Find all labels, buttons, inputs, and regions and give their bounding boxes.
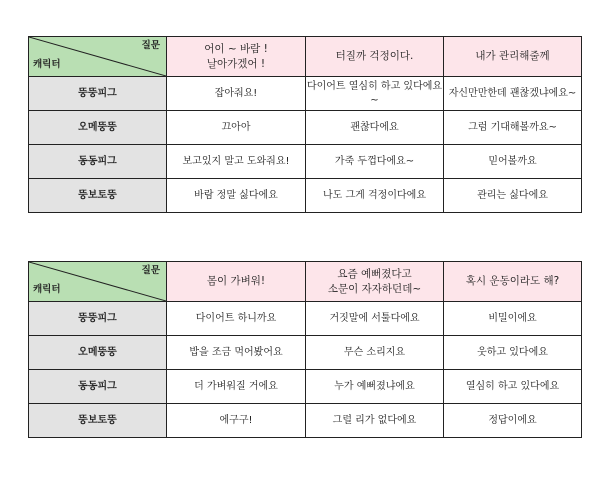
- character-row: [29, 404, 582, 438]
- answer-cell: 비밀이에요: [444, 302, 582, 336]
- answer-cell: 정답이에요: [444, 404, 582, 438]
- header-row: [29, 37, 582, 77]
- answer-cell: 거짓말에 서툴다에요: [306, 302, 444, 336]
- answer-cell: 다이어트 하니까요: [167, 302, 306, 336]
- character-row: [29, 111, 582, 145]
- answer-cell: 무슨 소리지요: [306, 336, 444, 370]
- answer-cell: 괜찮다에요: [306, 111, 444, 145]
- character-row: [29, 77, 582, 111]
- answer-cell: 웃하고 있다에요: [444, 336, 582, 370]
- character-name: 뚱뚱피그: [29, 302, 167, 336]
- answer-cell: 보고있지 말고 도와줘요!: [167, 145, 306, 179]
- question-line: 터질까 걱정이다.: [335, 50, 414, 63]
- character-name: 동동피그: [29, 145, 167, 179]
- answer-cell: 잡아줘요!: [167, 77, 306, 111]
- question-header: [306, 262, 444, 302]
- answer-cell: 자신만만한데 괜찮겠냐에요~: [444, 77, 582, 111]
- character-row: [29, 302, 582, 336]
- question-axis-label: 질문: [141, 40, 160, 51]
- character-name: 뚱보토뚱: [29, 404, 167, 438]
- answer-cell: 가죽 두껍다에요~: [306, 145, 444, 179]
- answer-cell: 밥을 조금 먹어봤어요: [167, 336, 306, 370]
- character-axis-label: 캐릭터: [33, 59, 61, 71]
- answer-cell: 그럴 리가 없다에요: [306, 404, 444, 438]
- question-axis-label: 질문: [141, 265, 160, 276]
- question-header: [444, 262, 582, 302]
- answer-cell: 에구구!: [167, 404, 306, 438]
- question-line: 내가 관리해줄께: [475, 50, 550, 63]
- answer-cell: 믿어볼까요: [444, 145, 582, 179]
- character-name: 뚱보토뚱: [29, 179, 167, 213]
- character-row: [29, 336, 582, 370]
- dialogue-table-1: [28, 36, 582, 213]
- question-header: [444, 37, 582, 77]
- answer-cell: 열심히 하고 있다에요: [444, 370, 582, 404]
- question-line: 소문이 자자하던데~: [327, 282, 422, 295]
- question-header: [167, 262, 306, 302]
- character-row: [29, 179, 582, 213]
- character-row: [29, 145, 582, 179]
- character-name: 동동피그: [29, 370, 167, 404]
- answer-cell: 누가 예뻐졌냐에요: [306, 370, 444, 404]
- question-line: 날아가겠어 !: [206, 57, 266, 70]
- question-line: 몸이 가벼워!: [206, 275, 266, 288]
- question-header: [306, 37, 444, 77]
- character-name: 뚱뚱피그: [29, 77, 167, 111]
- answer-cell: 바람 정말 싫다에요: [167, 179, 306, 213]
- answer-cell: 관리는 싫다에요: [444, 179, 582, 213]
- corner-header-cell: [29, 37, 167, 77]
- character-name: 오메뚱뚱: [29, 111, 167, 145]
- dialogue-table-2: [28, 261, 582, 438]
- question-line: 어이 ~ 바람 !: [204, 43, 268, 56]
- character-row: [29, 370, 582, 404]
- corner-header-cell: [29, 262, 167, 302]
- answer-cell: 그럼 기대해볼까요~: [444, 111, 582, 145]
- answer-cell: 다이어트 열심히 하고 있다에요~: [306, 77, 444, 111]
- question-line: 혹시 운동이라도 해?: [465, 275, 560, 288]
- header-row: [29, 262, 582, 302]
- character-name: 오메뚱뚱: [29, 336, 167, 370]
- answer-cell: 더 가벼워질 거에요: [167, 370, 306, 404]
- question-line: 요즘 예뻐졌다고: [337, 268, 412, 281]
- question-header: [167, 37, 306, 77]
- answer-cell: 나도 그게 걱정이다에요: [306, 179, 444, 213]
- answer-cell: 끄아아: [167, 111, 306, 145]
- character-axis-label: 캐릭터: [33, 284, 61, 296]
